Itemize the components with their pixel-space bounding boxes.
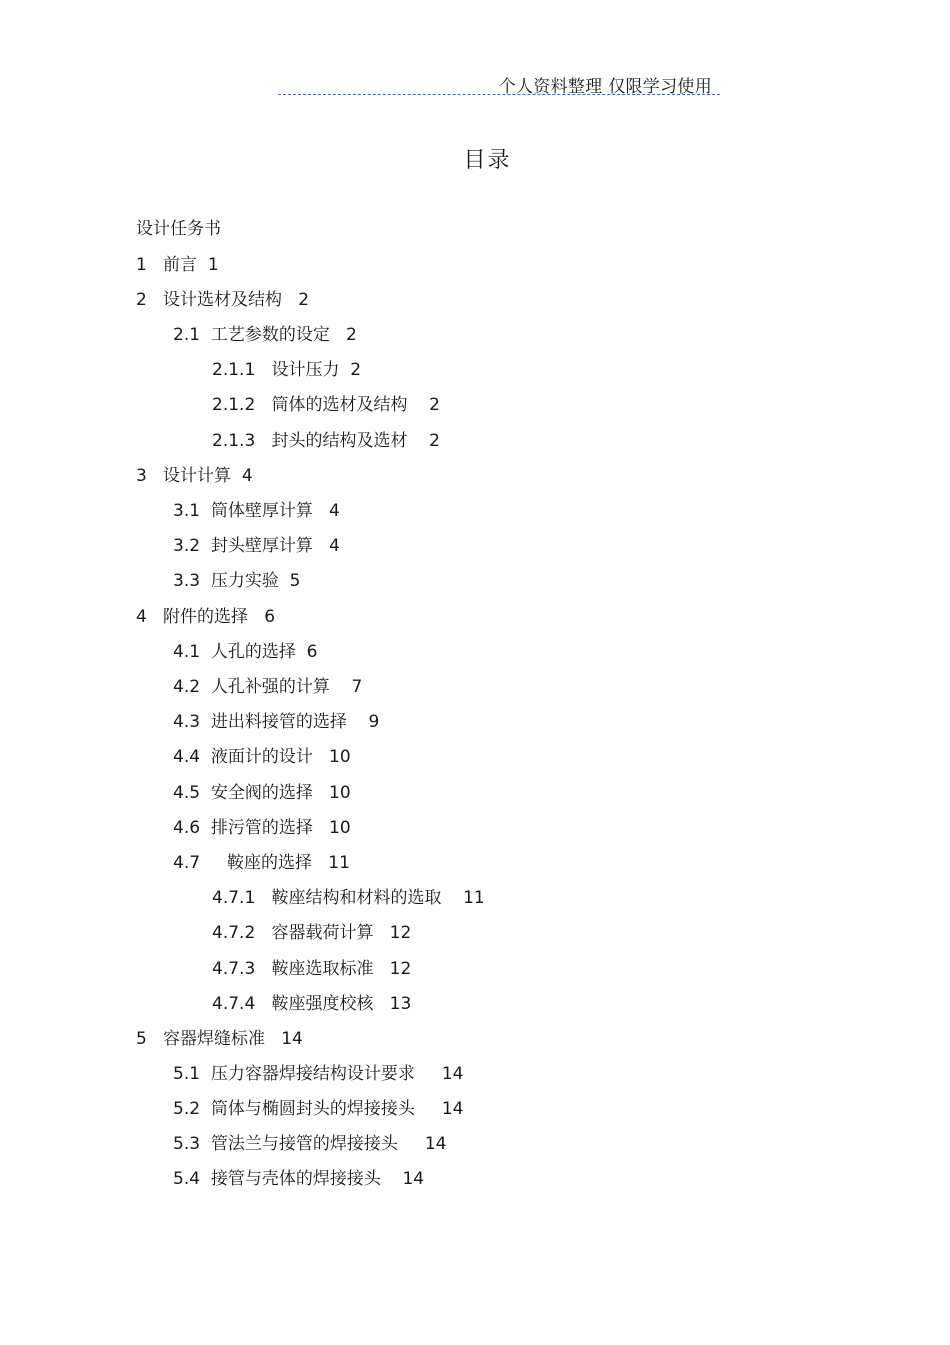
toc-entry-4-1: 4.1 人孔的选择 6 (173, 642, 318, 662)
toc-entry-5-4: 5.4 接管与壳体的焊接接头 14 (173, 1169, 425, 1189)
toc-entry-5-3: 5.3 管法兰与接管的焊接接头 14 (173, 1134, 447, 1154)
toc-entry-design-task: 设计任务书 (136, 219, 221, 239)
toc-entry-4: 4 附件的选择 6 (136, 607, 276, 627)
toc-entry-4-2: 4.2 人孔补强的计算 7 (173, 677, 363, 697)
toc-entry-4-4: 4.4 液面计的设计 10 (173, 747, 351, 767)
toc-entry-3: 3 设计计算 4 (136, 466, 253, 486)
toc-entry-5-1: 5.1 压力容器焊接结构设计要求 14 (173, 1064, 464, 1084)
header-note (278, 70, 720, 95)
toc-entry-4-5: 4.5 安全阀的选择 10 (173, 783, 351, 803)
toc-entry-3-3: 3.3 压力实验 5 (173, 571, 301, 591)
toc-entry-5-2: 5.2 筒体与椭圆封头的焊接接头 14 (173, 1099, 464, 1119)
toc-entry-4-7: 4.7 鞍座的选择 11 (173, 853, 350, 873)
toc-entry-2-1-3: 2.1.3 封头的结构及选材 2 (212, 431, 440, 451)
toc-entry-4-6: 4.6 排污管的选择 10 (173, 818, 351, 838)
toc-entry-2-1-2: 2.1.2 筒体的选材及结构 2 (212, 395, 440, 415)
toc-entry-5: 5 容器焊缝标准 14 (136, 1029, 303, 1049)
page-title: 目录 (463, 148, 512, 173)
toc-entry-4-7-3: 4.7.3 鞍座选取标准 12 (212, 959, 412, 979)
toc-entry-4-7-1: 4.7.1 鞍座结构和材料的选取 11 (212, 888, 485, 908)
toc-entry-2: 2 设计选材及结构 2 (136, 290, 310, 310)
toc-entry-4-7-4: 4.7.4 鞍座强度校核 13 (212, 994, 412, 1014)
toc-entry-2-1: 2.1 工艺参数的设定 2 (173, 325, 357, 345)
toc-entry-1: 1 前言 1 (136, 255, 219, 275)
toc-entry-3-2: 3.2 封头壁厚计算 4 (173, 536, 340, 556)
toc-entry-4-7-2: 4.7.2 容器载荷计算 12 (212, 923, 412, 943)
toc-entry-4-3: 4.3 进出料接管的选择 9 (173, 712, 380, 732)
toc-entry-2-1-1: 2.1.1 设计压力 2 (212, 360, 362, 380)
header-note-text: 个人资料整理 仅限学习使用 (498, 77, 712, 97)
toc-entry-3-1: 3.1 筒体壁厚计算 4 (173, 501, 340, 521)
